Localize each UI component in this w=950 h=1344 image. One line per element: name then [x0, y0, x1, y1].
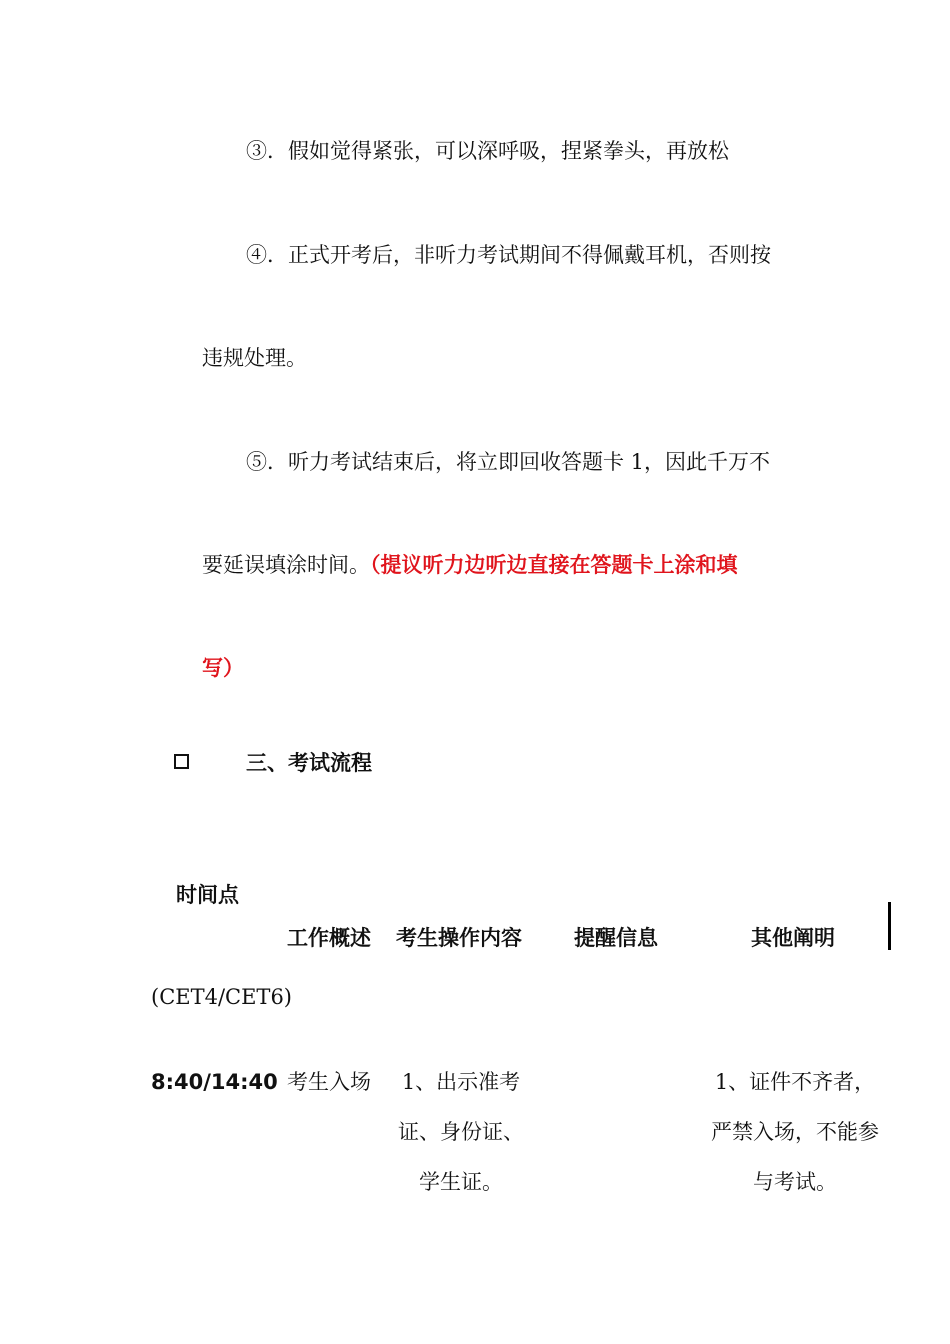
row-other: [700, 1057, 890, 1207]
note-item-3: ③．假如觉得紧张，可以深呼吸，捏紧拳头，再放松: [246, 139, 729, 163]
section-checkbox-icon[interactable]: [174, 754, 189, 769]
header-operation: 考生操作内容: [396, 926, 522, 950]
note-item-5-line1: ⑤．听力考试结束后，将立即回收答题卡 1，因此千万不: [246, 450, 771, 474]
header-reminder: 提醒信息: [574, 926, 658, 950]
note-item-5-red-suggestion: （提议听力边听边直接在答题卡上涂和填: [370, 553, 738, 577]
header-time-sub: (CET4/CET6): [151, 985, 292, 1009]
section-title: 三、考试流程: [246, 751, 372, 775]
note-item-5-line3: 写）: [202, 656, 244, 680]
note-item-5-plain-text: 要延误填涂时间。: [202, 553, 370, 577]
row-operation-line: 1、出示准考: [401, 1070, 521, 1094]
row-other-line: 与考试。: [753, 1170, 837, 1194]
note-item-4-line2: 违规处理。: [202, 346, 307, 370]
row-other-line: 1、证件不齐者，: [714, 1070, 876, 1094]
row-operation-line: 证、身份证、: [398, 1120, 524, 1144]
header-work: 工作概述: [287, 926, 371, 950]
row-other-line: 严禁入场，不能参: [711, 1120, 879, 1144]
header-time-label: 时间点: [176, 883, 239, 907]
row-work: 考生入场: [287, 1070, 371, 1094]
row-operation: [380, 1057, 542, 1207]
table-right-border: [888, 902, 891, 950]
row-time: 8:40/14:40: [151, 1070, 278, 1094]
note-item-5-line2: [202, 553, 738, 577]
note-item-4-line1: ④．正式开考后，非听力考试期间不得佩戴耳机，否则按: [246, 243, 771, 267]
row-operation-line: 学生证。: [419, 1170, 503, 1194]
header-other: 其他阐明: [751, 926, 835, 950]
